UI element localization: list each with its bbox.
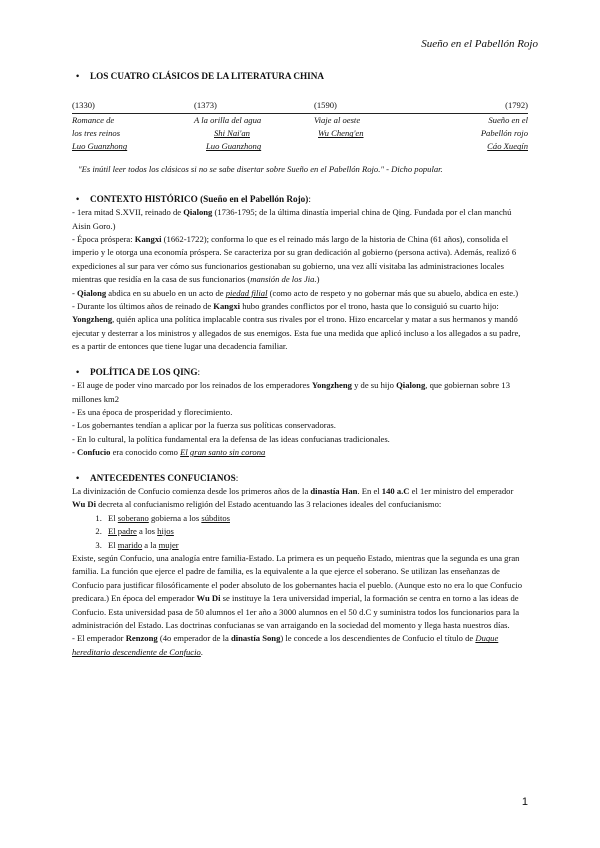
- section-heading-politica-qing: • POLÍTICA DE LOS QING:: [72, 366, 528, 379]
- list-item: 3. El marido a la mujer: [104, 539, 528, 552]
- paragraph: - 1era mitad S.XVII, reinado de Qialong (1736-1795; de la última dinastía imperial china de Qing. Fundada por el clan manchú Aisin Goro.): [72, 207, 512, 231]
- table-row: [72, 99, 528, 112]
- popular-saying-quote: "Es inútil leer todos los clásicos si no se sabe disertar sobre Sueño en el Pabellón Rojo." - Dicho popular.: [78, 164, 443, 175]
- confucian-relations-list: [72, 512, 528, 552]
- paragraph: - Es una época de prosperidad y florecimiento.: [72, 406, 233, 417]
- book-title: A la orilla del agua Shi Nai'an: [194, 115, 262, 139]
- book-title: Sueño en el Pabellón rojo: [480, 115, 528, 139]
- book-year: (1792): [505, 100, 528, 111]
- section-heading-antecedentes-confucianos: • ANTECEDENTES CONFUCIANOS:: [72, 472, 528, 485]
- book-author: Luo Guanzhong: [72, 141, 128, 152]
- paragraph: - Confucio era conocido como El gran santo sin corona: [72, 447, 266, 458]
- paragraph: - Los gobernantes tendían a aplicar por la fuerza sus políticas conservadoras.: [72, 420, 336, 431]
- book-year: (1590): [314, 100, 337, 111]
- book-year: (1330): [72, 100, 95, 111]
- paragraph: - El emperador Renzong (4o emperador de la dinastía Song) le concede a los descendientes de Confucio el título de Duque hereditario descendiente de Confucio.: [72, 633, 499, 657]
- book-title: Viaje al oeste Wu Cheng'en: [314, 115, 364, 139]
- list-item: 2. El padre a los hijos: [104, 525, 528, 538]
- book-author: Cáo Xueqín: [487, 141, 528, 152]
- book-author: Luo Guanzhong: [206, 141, 262, 152]
- table-row: [72, 140, 528, 153]
- document-page: [72, 70, 528, 659]
- book-title: Romance de los tres reinos: [72, 115, 121, 139]
- paragraph: - Durante los últimos años de reinado de Kangxi hubo grandes conflictos por el trono, hasta que lo consiguió su cuarto hijo: Yongzheng, quién aplica una política implacable contra sus rivales por el trono. Hizo encarcelar y matar a sus hermanos y mandó ejecutar y desterrar a los ministros y allegados de sus enemigos. Esta fue una medida que aplicó incluso a los allegados a su padre, es a partir de entonces que tiene lugar una decadencia familiar.: [72, 301, 521, 352]
- book-year: (1373): [194, 100, 217, 111]
- paragraph: - El auge de poder vino marcado por los reinados de los emperadores Yongzheng y de su hijo Qialong, que gobiernan sobre 13 millones km2: [72, 380, 510, 404]
- paragraph: La divinización de Confucio comienza desde los primeros años de la dinastía Han. En el 140 a.C el 1er ministro del emperador Wu Di decreta al confucianismo religión del Estado acentuando las 3 relaciones ideales del confucianismo:: [72, 485, 514, 510]
- section-heading-contexto-historico: • CONTEXTO HISTÓRICO (Sueño en el Pabellón Rojo):: [72, 193, 528, 206]
- paragraph: - En lo cultural, la política fundamental era la defensa de las ideas confucianas tradicionales.: [72, 433, 390, 444]
- paragraph: - Qialong abdica en su abuelo en un acto de piedad filial (como acto de respeto y no gobernar más que su abuelo, abdica en este.): [72, 287, 519, 298]
- list-item: 1. El soberano gobierna a los súbditos: [104, 512, 528, 525]
- paragraph: Existe, según Confucio, una analogía entre familia-Estado. La primera es un pequeño Estado, mientras que la segunda es una gran familia. La función que ejerce el padre de familia, es la equivalente a la que ejerce el soberano. Se utilizan las enseñanzas de Confucio para justificar filosóficamente el poder absoluto de los gobernantes hacia el pueblo. (Aunque esto no era lo que Confucio predicara.) En época del emperador Wu Di se instituye la 1era universidad imperial, la formación se centra en torno a las ideas de Confucio. Esta universidad pasa de 50 alumnos el 1er año a 3000 alumnos en el 50 d.C y suministra todos los funcionarios para la administración del Estado. Las doctrinas confucianas se van arraigando en la sociedad del momento y llega hasta nuestros días.: [72, 552, 523, 630]
- book-author: Wu Cheng'en: [318, 128, 364, 139]
- classics-table: [72, 99, 528, 153]
- running-header: Sueño en el Pabellón Rojo: [421, 38, 538, 50]
- section-heading-cuatro-clasicos: • LOS CUATRO CLÁSICOS DE LA LITERATURA CHINA: [72, 70, 528, 83]
- book-author: Shi Nai'an: [214, 128, 250, 139]
- paragraph: - Época próspera: Kangxi (1662-1722); conforma lo que es el reinado más largo de la historia de China (61 años), consolida el imperio y le otorga una economía próspera. Se caracteriza por su gran dedicación al gobierno (persona activa). Además, realizó 6 expediciones al sur para ver cómo sus funcionarios gestionaban su gobierno, una vez allí visitaba las administraciones locales mientras que residía en la casa de sus funcionarios (mansión de los Jia.): [72, 234, 517, 285]
- table-row: [72, 114, 528, 140]
- page-number: 1: [521, 796, 528, 808]
